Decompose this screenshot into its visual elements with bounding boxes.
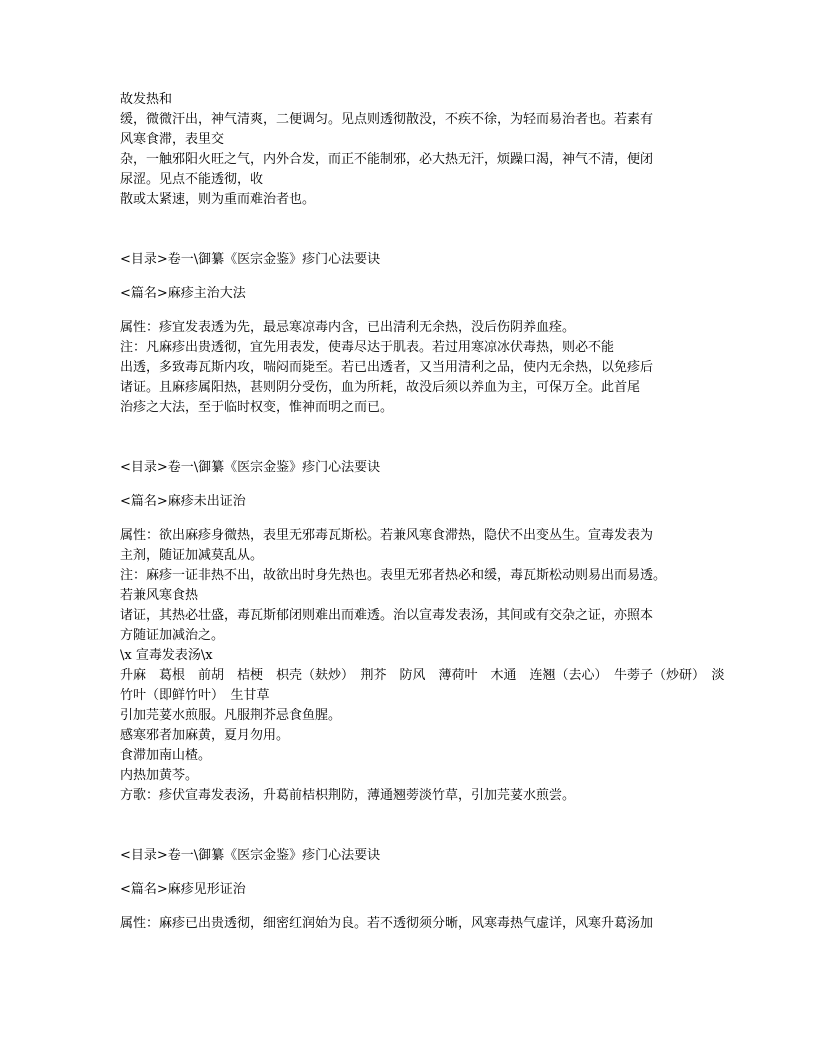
document-page: [120, 90, 725, 934]
spacer: [120, 418, 705, 458]
text-line: 诸证，其热必壮盛，毒瓦斯郁闭则难出而难透。治以宣毒发表汤，其间或有交杂之证，亦照本: [120, 608, 654, 623]
text-line: 诸证。且麻疹属阳热，甚则阴分受伤，血为所耗，故没后须以养血为主，可保万全。此首尾: [120, 380, 641, 395]
section-title: <篇名>麻疹未出证治: [120, 494, 246, 509]
text-line: 治疹之大法，至于临时权变，惟神而明之而已。: [120, 400, 394, 415]
text-line: 属性：欲出麻疹身微热，表里无邪毒瓦斯松。若兼风寒食滞热，隐伏不出变丛生。宣毒发表为: [120, 528, 654, 543]
text-line: 散或太紧速，则为重而难治者也。: [120, 192, 316, 207]
section-title: <篇名>麻疹主治大法: [120, 286, 246, 301]
catalog-heading: <目录>卷一\御纂《医宗金鉴》疹门心法要诀: [120, 848, 381, 863]
text-line: 出透，多致毒瓦斯内攻，喘闷而毙至。若已出透者，又当用清利之品，使内无余热，以免疹后: [120, 360, 654, 375]
section-treatment-principles: [120, 250, 705, 418]
text-line: 风寒食滞，表里交: [120, 132, 225, 147]
text-line: 感寒邪者加麻黄，夏月勿用。: [120, 728, 290, 743]
intro-paragraph: [120, 90, 705, 210]
formula-name: \x 宣毒发表汤\x: [120, 648, 213, 663]
text-line: 属性：麻疹已出贵透彻，细密红润始为良。若不透彻须分晰，风寒毒热气虚详，风寒升葛汤加: [120, 916, 654, 931]
section-not-yet-erupted: [120, 458, 725, 806]
ingredient-line: 升麻 葛根 前胡 桔梗 枳壳（麸炒） 荆芥 防风 薄荷叶 木通 连翘（去心） 牛蒡子（炒研） 淡: [120, 668, 725, 683]
text-line: 若兼风寒食热: [120, 588, 199, 603]
spacer: [120, 210, 705, 250]
text-line: 杂，一触邪阳火旺之气，内外合发，而正不能制邪，必大热无汗，烦躁口渴，神气不清，便闭: [120, 152, 654, 167]
text-line: 方随证加减治之。: [120, 628, 225, 643]
catalog-heading: <目录>卷一\御纂《医宗金鉴》疹门心法要诀: [120, 252, 381, 267]
catalog-heading: <目录>卷一\御纂《医宗金鉴》疹门心法要诀: [120, 460, 381, 475]
text-line: 属性：疹宜发表透为先，最忌寒凉毒内含，已出清利无余热，没后伤阴养血痊。: [120, 320, 576, 335]
text-line: 食滞加南山楂。: [120, 748, 212, 763]
spacer: [120, 806, 705, 846]
section-title: <篇名>麻疹见形证治: [120, 882, 246, 897]
text-line: 主剂，随证加减莫乱从。: [120, 548, 264, 563]
text-line: 注：凡麻疹出贵透彻，宜先用表发，使毒尽达于肌表。若过用寒凉冰伏毒热，则必不能: [120, 340, 615, 355]
section-visible-form: [120, 846, 705, 934]
text-line: 内热加黄芩。: [120, 768, 199, 783]
text-line: 尿涩。见点不能透彻，收: [120, 172, 264, 187]
ingredient-line: 竹叶（即鲜竹叶） 生甘草: [120, 688, 270, 703]
text-line: 注：麻疹一证非热不出，故欲出时身先热也。表里无邪者热必和缓，毒瓦斯松动则易出而易透。: [120, 568, 667, 583]
text-line: 缓，微微汗出，神气清爽，二便调匀。见点则透彻散没，不疾不徐，为轻而易治者也。若素有: [120, 112, 654, 127]
formula-song: 方歌：疹伏宣毒发表汤，升葛前桔枳荆防，薄通翘蒡淡竹草，引加芫荽水煎尝。: [120, 788, 576, 803]
text-line: 故发热和: [120, 92, 173, 107]
text-line: 引加芫荽水煎服。凡服荆芥忌食鱼腥。: [120, 708, 342, 723]
